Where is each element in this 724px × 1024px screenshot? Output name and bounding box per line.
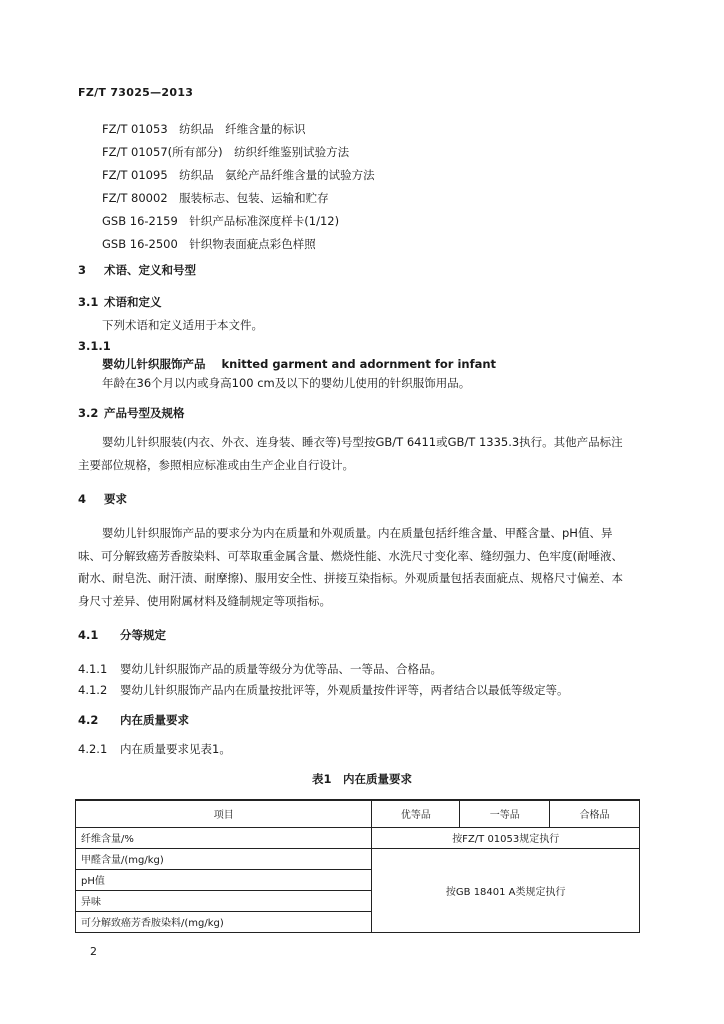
section-4-paragraph: 婴幼儿针织服饰产品的要求分为内在质量和外观质量。内在质量包括纤维含量、甲醛含量、pH值、异味、可分解致癌芳香胺染料、可萃取重金属含量、燃烧性能、水洗尺寸变化率、缝纫强力、色牢度(耐唾液、耐水、耐皂洗、耐汗渍、耐摩擦)、服用安全性、拼接互染指标。外观质量包括表面疵点、规格尺寸偏差、本身尺寸差异、使用附属材料及缝制规定等项指标。 (78, 526, 623, 608)
reference-item: FZ/T 01057(所有部分) 纺织纤维鉴别试验方法 (102, 145, 350, 159)
section-title: 术语和定义 (104, 295, 162, 309)
section-number: 4.1.2 (78, 683, 108, 697)
section-number: 3 (78, 263, 87, 277)
row-item: pH值 (76, 869, 372, 890)
table-header-row (76, 800, 640, 827)
merged-row-value: 按GB 18401 A类规定执行 (372, 848, 640, 932)
section-text: 婴幼儿针织服饰产品的质量等级分为优等品、一等品、合格品。 (120, 662, 442, 676)
row-item: 纤维含量/% (76, 827, 372, 848)
section-4-1-heading (78, 627, 166, 643)
section-number: 4.2.1 (78, 742, 108, 756)
term-chinese: 婴幼儿针织服饰产品 (102, 357, 206, 371)
column-header-qualified: 合格品 (550, 800, 640, 827)
section-3-1-1-number: 3.1.1 (78, 339, 111, 353)
section-number: 4.1.1 (78, 662, 108, 676)
section-title: 术语、定义和号型 (104, 263, 196, 277)
row-item: 甲醛含量/(mg/kg) (76, 848, 372, 869)
reference-item: FZ/T 80002 服装标志、包装、运输和贮存 (102, 191, 329, 205)
section-3-1-intro: 下列术语和定义适用于本文件。 (102, 318, 263, 332)
term-heading (102, 356, 496, 372)
reference-item: GSB 16-2159 针织产品标准深度样卡(1/12) (102, 214, 340, 228)
row-item: 异味 (76, 890, 372, 911)
section-title: 分等规定 (120, 628, 166, 642)
column-header-superior: 优等品 (372, 800, 460, 827)
term-definition: 年龄在36个月以内或身高100 cm及以下的婴幼儿使用的针织服饰用品。 (102, 376, 471, 390)
internal-quality-table (75, 799, 640, 933)
section-4-2-1 (78, 741, 231, 757)
column-header-first-grade: 一等品 (460, 800, 550, 827)
table-row (76, 827, 640, 848)
document-header: FZ/T 73025—2013 (78, 86, 194, 99)
term-english: knitted garment and adornment for infant (221, 357, 497, 371)
section-number: 3.1 (78, 295, 99, 309)
section-4-heading (78, 491, 127, 507)
reference-item: FZ/T 01053 纺织品 纤维含量的标识 (102, 122, 306, 136)
section-3-2-heading (78, 405, 185, 421)
section-text: 婴幼儿针织服饰产品内在质量按批评等，外观质量按件评等，两者结合以最低等级定等。 (120, 683, 569, 697)
section-number: 3.2 (78, 406, 99, 420)
section-3-2-paragraph: 婴幼儿针织服装(内衣、外衣、连身装、睡衣等)号型按GB/T 6411或GB/T 1335.3执行。其他产品标注主要部位规格，参照相应标准或由生产企业自行设计。 (78, 435, 623, 472)
section-3-1-heading (78, 294, 162, 310)
section-3-heading (78, 262, 196, 278)
row-value: 按FZ/T 01053规定执行 (372, 827, 640, 848)
section-number: 4 (78, 492, 87, 506)
section-4-2-heading (78, 712, 189, 728)
page-number: 2 (90, 945, 97, 958)
section-number: 4.1 (78, 628, 99, 642)
section-title: 内在质量要求 (120, 713, 189, 727)
section-title: 要求 (104, 492, 127, 506)
reference-item: GSB 16-2500 针织物表面疵点彩色样照 (102, 237, 316, 251)
section-4-1-1 (78, 661, 442, 677)
table-row (76, 848, 640, 869)
row-item: 可分解致癌芳香胺染料/(mg/kg) (76, 911, 372, 932)
section-title: 产品号型及规格 (104, 406, 185, 420)
section-number: 4.2 (78, 713, 99, 727)
reference-item: FZ/T 01095 纺织品 氨纶产品纤维含量的试验方法 (102, 168, 375, 182)
table-caption: 表1 内在质量要求 (311, 772, 412, 786)
section-text: 内在质量要求见表1。 (120, 742, 231, 756)
column-header-item: 项目 (76, 800, 372, 827)
section-4-1-2 (78, 682, 569, 698)
